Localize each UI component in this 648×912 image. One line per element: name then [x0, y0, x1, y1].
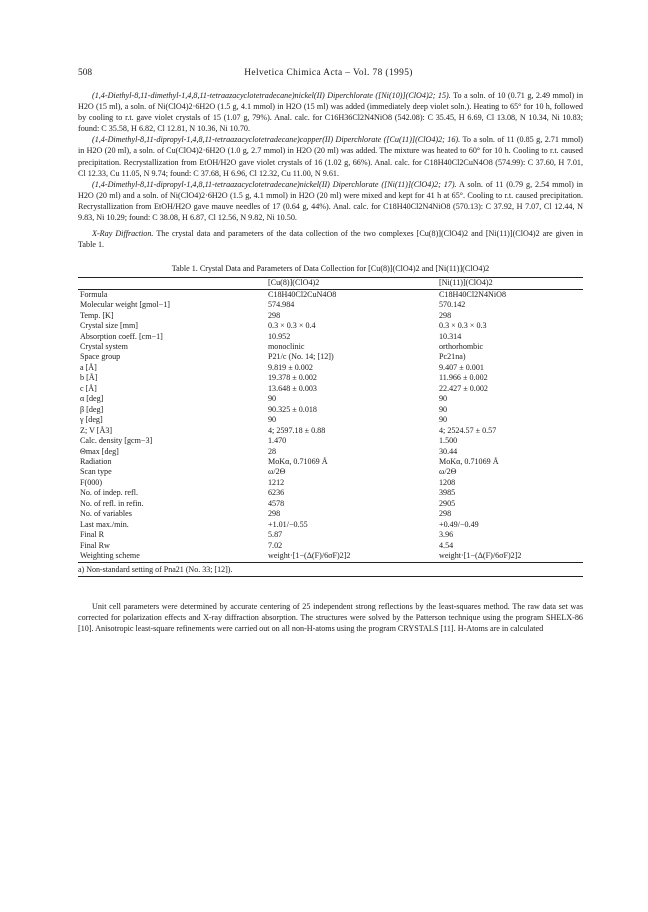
table-cell: 11.966 ± 0.002 — [439, 373, 488, 383]
table-cell: orthorhombic — [439, 342, 484, 352]
compound-17-title: (1,4-Dimethyl-8,11-dipropyl-1,4,8,11-tetraazacyclotetradecane)nickel(II) Diperchlorate ([Ni(11)](ClO4)2; 17). — [92, 179, 457, 189]
table-cell: 1212 — [268, 477, 285, 487]
journal-page — [78, 68, 583, 634]
table-row — [78, 394, 583, 404]
table-cell: +0.49/−0.49 — [439, 519, 479, 529]
table-footnote: a) Non-standard setting of Pna21 (No. 33; [12]). — [78, 565, 583, 577]
table-row — [78, 311, 583, 321]
table-caption: Table 1. Crystal Data and Parameters of Data Collection for [Cu(8)](ClO4)2 and [Ni(11)](ClO4)2 — [171, 264, 490, 274]
table-row — [78, 384, 583, 394]
table-cell: α [deg] — [80, 394, 104, 404]
journal-title: Helvetica Chimica Acta – Vol. 78 (1995) — [244, 68, 413, 78]
table-cell: 1208 — [439, 477, 456, 487]
table-cell: C18H40Cl2N4NiO8 — [439, 289, 507, 299]
table-cell: 1.470 — [268, 436, 287, 446]
table-cell: 22.427 ± 0.002 — [439, 383, 488, 393]
table-cell: 90 — [439, 415, 448, 425]
table-cell: a [Å] — [80, 362, 97, 372]
table-cell: 7.02 — [268, 540, 283, 550]
table-cell: Formula — [80, 289, 108, 299]
table-cell: No. of indep. refl. — [80, 488, 138, 498]
table-cell: 6236 — [268, 488, 285, 498]
table-cell: weight·[1−(Δ(F)/6σF)2]2 — [437, 551, 583, 562]
table-row — [78, 447, 583, 457]
table-cell: 0.3 × 0.3 × 0.3 — [439, 321, 487, 331]
table-cell: Crystal size [mm] — [80, 321, 138, 331]
table-cell: monoclinic — [268, 342, 305, 352]
xray-title: X-Ray Diffraction. — [92, 229, 154, 239]
table-header-row — [78, 278, 583, 289]
table-cell: Space group — [80, 352, 121, 362]
table-cell: Crystal system — [80, 342, 128, 352]
table-cell: 298 — [268, 509, 281, 519]
table-cell — [78, 278, 266, 289]
table-cell: Molecular weight [gmol−1] — [80, 300, 170, 310]
table-row — [78, 332, 583, 342]
table-cell: 9.407 ± 0.001 — [439, 362, 484, 372]
table-cell: b [Å] — [80, 373, 98, 383]
table-cell: Absorption coeff. [cm−1] — [80, 331, 163, 341]
table-cell: 28 — [268, 446, 277, 456]
table-row — [78, 373, 583, 383]
table-row — [78, 352, 583, 362]
table-cell: 4578 — [268, 498, 285, 508]
table-cell: Θmax [deg] — [80, 446, 119, 456]
table-cell: Scan type — [80, 467, 112, 477]
crystal-data-table — [78, 277, 583, 562]
table-cell: ω/2Θ — [439, 467, 457, 477]
table-cell: 0.3 × 0.3 × 0.4 — [268, 321, 316, 331]
compound-15-body: To a soln. of 10 (0.71 g, 2.49 mmol) in H2O (15 ml), a soln. of Ni(ClO4)2·6H2O (1.5 g, 4.1 mmol) in H2O (15 ml) was added (immediately deep violet soln.). Heating to 65° for 10 h, followed by cooling to r.t. gave violet crystals of 15 (1.07 g, 79%). Anal. calc. for C16H36Cl2N4NiO8 (542.08): C 35.45, H 6.69, Cl 13.08, N 10.34, Ni 10.83; found: C 35.58, H 6.82, Cl 12.81, N 10.36, Ni 10.70. — [78, 91, 584, 134]
table-row — [78, 342, 583, 352]
table-cell: MoKα, 0.71069 Å — [439, 457, 499, 467]
table-cell: 3985 — [439, 488, 456, 498]
table-cell: 30.44 — [439, 446, 458, 456]
table-cell: Weighting scheme — [78, 551, 266, 562]
table-row — [78, 520, 583, 530]
table-cell: P21/c (No. 14; [12]) — [268, 352, 334, 362]
table-cell: [Cu(8)](ClO4)2 — [266, 278, 437, 289]
table-cell: [Ni(11)](ClO4)2 — [437, 278, 583, 289]
table-cell: c [Å] — [80, 383, 97, 393]
table-row — [78, 363, 583, 373]
table-cell: 298 — [268, 310, 281, 320]
table-cell: β [deg] — [80, 404, 104, 414]
table-cell: 90 — [268, 394, 277, 404]
table-cell: 90.325 ± 0.018 — [268, 404, 317, 414]
table-cell: Z; V [Å3] — [80, 425, 113, 435]
compound-15-title: (1,4-Diethyl-8,11-dimethyl-1,4,8,11-tetraazacyclotetradecane)nickel(II) Diperchlorate ([Ni(10)](ClO4)2; 15). — [92, 91, 451, 100]
table-cell: No. of refl. in refin. — [80, 498, 144, 508]
table-cell: 4.54 — [439, 540, 454, 550]
table-cell: Radiation — [80, 457, 112, 467]
table-cell: γ [deg] — [80, 415, 103, 425]
table-row — [78, 426, 583, 436]
table-row — [78, 300, 583, 310]
table-cell: 19.378 ± 0.002 — [268, 373, 317, 383]
table-cell: 2905 — [439, 498, 456, 508]
table-cell: MoKα, 0.71069 Å — [268, 457, 328, 467]
table-cell: Pc21na) — [439, 352, 466, 362]
table-cell: Final Rw — [80, 540, 110, 550]
table-cell: C18H40Cl2CuN4O8 — [268, 289, 337, 299]
table-row — [78, 457, 583, 467]
table-cell: +1.01/−0.55 — [268, 519, 308, 529]
table-cell: No. of variables — [80, 509, 132, 519]
table-cell: 3.96 — [439, 530, 454, 540]
table-row — [78, 541, 583, 551]
table-row — [78, 415, 583, 425]
table-cell: 5.87 — [268, 530, 283, 540]
table-row — [78, 289, 583, 300]
table-row — [78, 499, 583, 509]
xray-body: The crystal data and parameters of the data collection of the two complexes [Cu(8)](ClO4)2 and [Ni(11)](ClO4)2 are given in Table 1. — [78, 229, 583, 250]
table-row — [78, 321, 583, 331]
table-cell: F(000) — [80, 477, 103, 487]
paragraph-compound-15 — [78, 90, 583, 134]
table-cell: 4; 2524.57 ± 0.57 — [439, 425, 497, 435]
table-cell: 298 — [439, 310, 452, 320]
paragraph-compound-17 — [78, 179, 583, 223]
compound-16-title: (1,4-Dimethyl-8,11-dipropyl-1,4,8,11-tetraazacyclotetradecane)copper(II) Diperchlorate ([Cu(11)](ClO4)2; 16). — [92, 135, 461, 145]
table-row — [78, 530, 583, 540]
table-row — [78, 488, 583, 498]
table-cell: weight·[1−(Δ(F)/6σF)2]2 — [266, 551, 437, 562]
table-cell: 13.648 ± 0.003 — [268, 383, 317, 393]
table-row — [78, 509, 583, 519]
table-cell: Calc. density [gcm−3] — [80, 436, 153, 446]
table-cell: ω/2Θ — [268, 467, 286, 477]
table-cell: Final R — [80, 530, 105, 540]
paragraph-unit-cell: Unit cell parameters were determined by accurate centering of 25 independent strong reflections by the least-squares method. The raw data set was corrected for polarization effects and X-ray diffraction absorption. The structures were solved by the Patterson technique using the program SHELX-86 [10]. Anisotropic least-square refinements were carried out on all non-H-atoms using the program CRYSTALS [11]. H-Atoms are in calculated — [78, 601, 583, 633]
table-row — [78, 467, 583, 477]
table-cell: Last max./min. — [80, 519, 129, 529]
paragraph-xray — [78, 228, 583, 250]
table-row — [78, 405, 583, 415]
table-row — [78, 551, 583, 562]
table-cell: 298 — [439, 509, 452, 519]
table-cell: 90 — [439, 404, 448, 414]
table-cell: 570.142 — [439, 300, 466, 310]
page-number: 508 — [78, 68, 93, 78]
table-cell: 4; 2597.18 ± 0.88 — [268, 425, 326, 435]
table-cell: 10.952 — [268, 331, 291, 341]
table-cell: Temp. [K] — [80, 310, 114, 320]
table-row — [78, 436, 583, 446]
paragraph-compound-16 — [78, 134, 583, 178]
table-cell: 574.984 — [268, 300, 295, 310]
running-header — [78, 68, 583, 78]
table-cell: 10.314 — [439, 331, 462, 341]
compound-17-body: A soln. of 11 (0.79 g, 2.54 mmol) in H2O (20 ml) and a soln. of Ni(ClO4)2·6H2O (1.5 g, 4.1 mmol) in H2O (20 ml) were mixed and kept for 41 h at 65°. Cooling to r.t. caused precipitation. Recrystallization from EtOH/H2O gave mauve needles of 17 (0.64 g, 44%). Anal. calc. for C18H40Cl2N4NiO8 (570.13): C 37.92, H 7.07, Cl 12.44, N 9.83, Ni 10.29; found: C 38.08, H 6.87, Cl 12.56, N 9.82, Ni 10.50. — [78, 179, 583, 223]
table-cell: 9.819 ± 0.002 — [268, 362, 313, 372]
table-row — [78, 478, 583, 488]
table-cell: 90 — [268, 415, 277, 425]
table-cell: 90 — [439, 394, 448, 404]
table-cell: 1.500 — [439, 436, 458, 446]
compound-16-body: To a soln. of 11 (0.85 g, 2.71 mmol) in H2O (20 ml), a soln. of Cu(ClO4)2·6H2O (1.0 g, 2.7 mmol) in H2O (20 ml) was added. The mixture was heated to 60° for 10 h. Cooling to r.t. caused precipitation. Recrystallization from EtOH/H2O gave violet crystals of 16 (1.02 g, 66%). Anal. calc. for C18H40Cl2CuN4O8 (574.99): C 37.60, H 7.01, Cl 12.33, Cu 11.05, N 9.74; found: C 37.68, H 6.96, Cl 12.32, Cu 11.00, N 9.61. — [78, 135, 584, 178]
